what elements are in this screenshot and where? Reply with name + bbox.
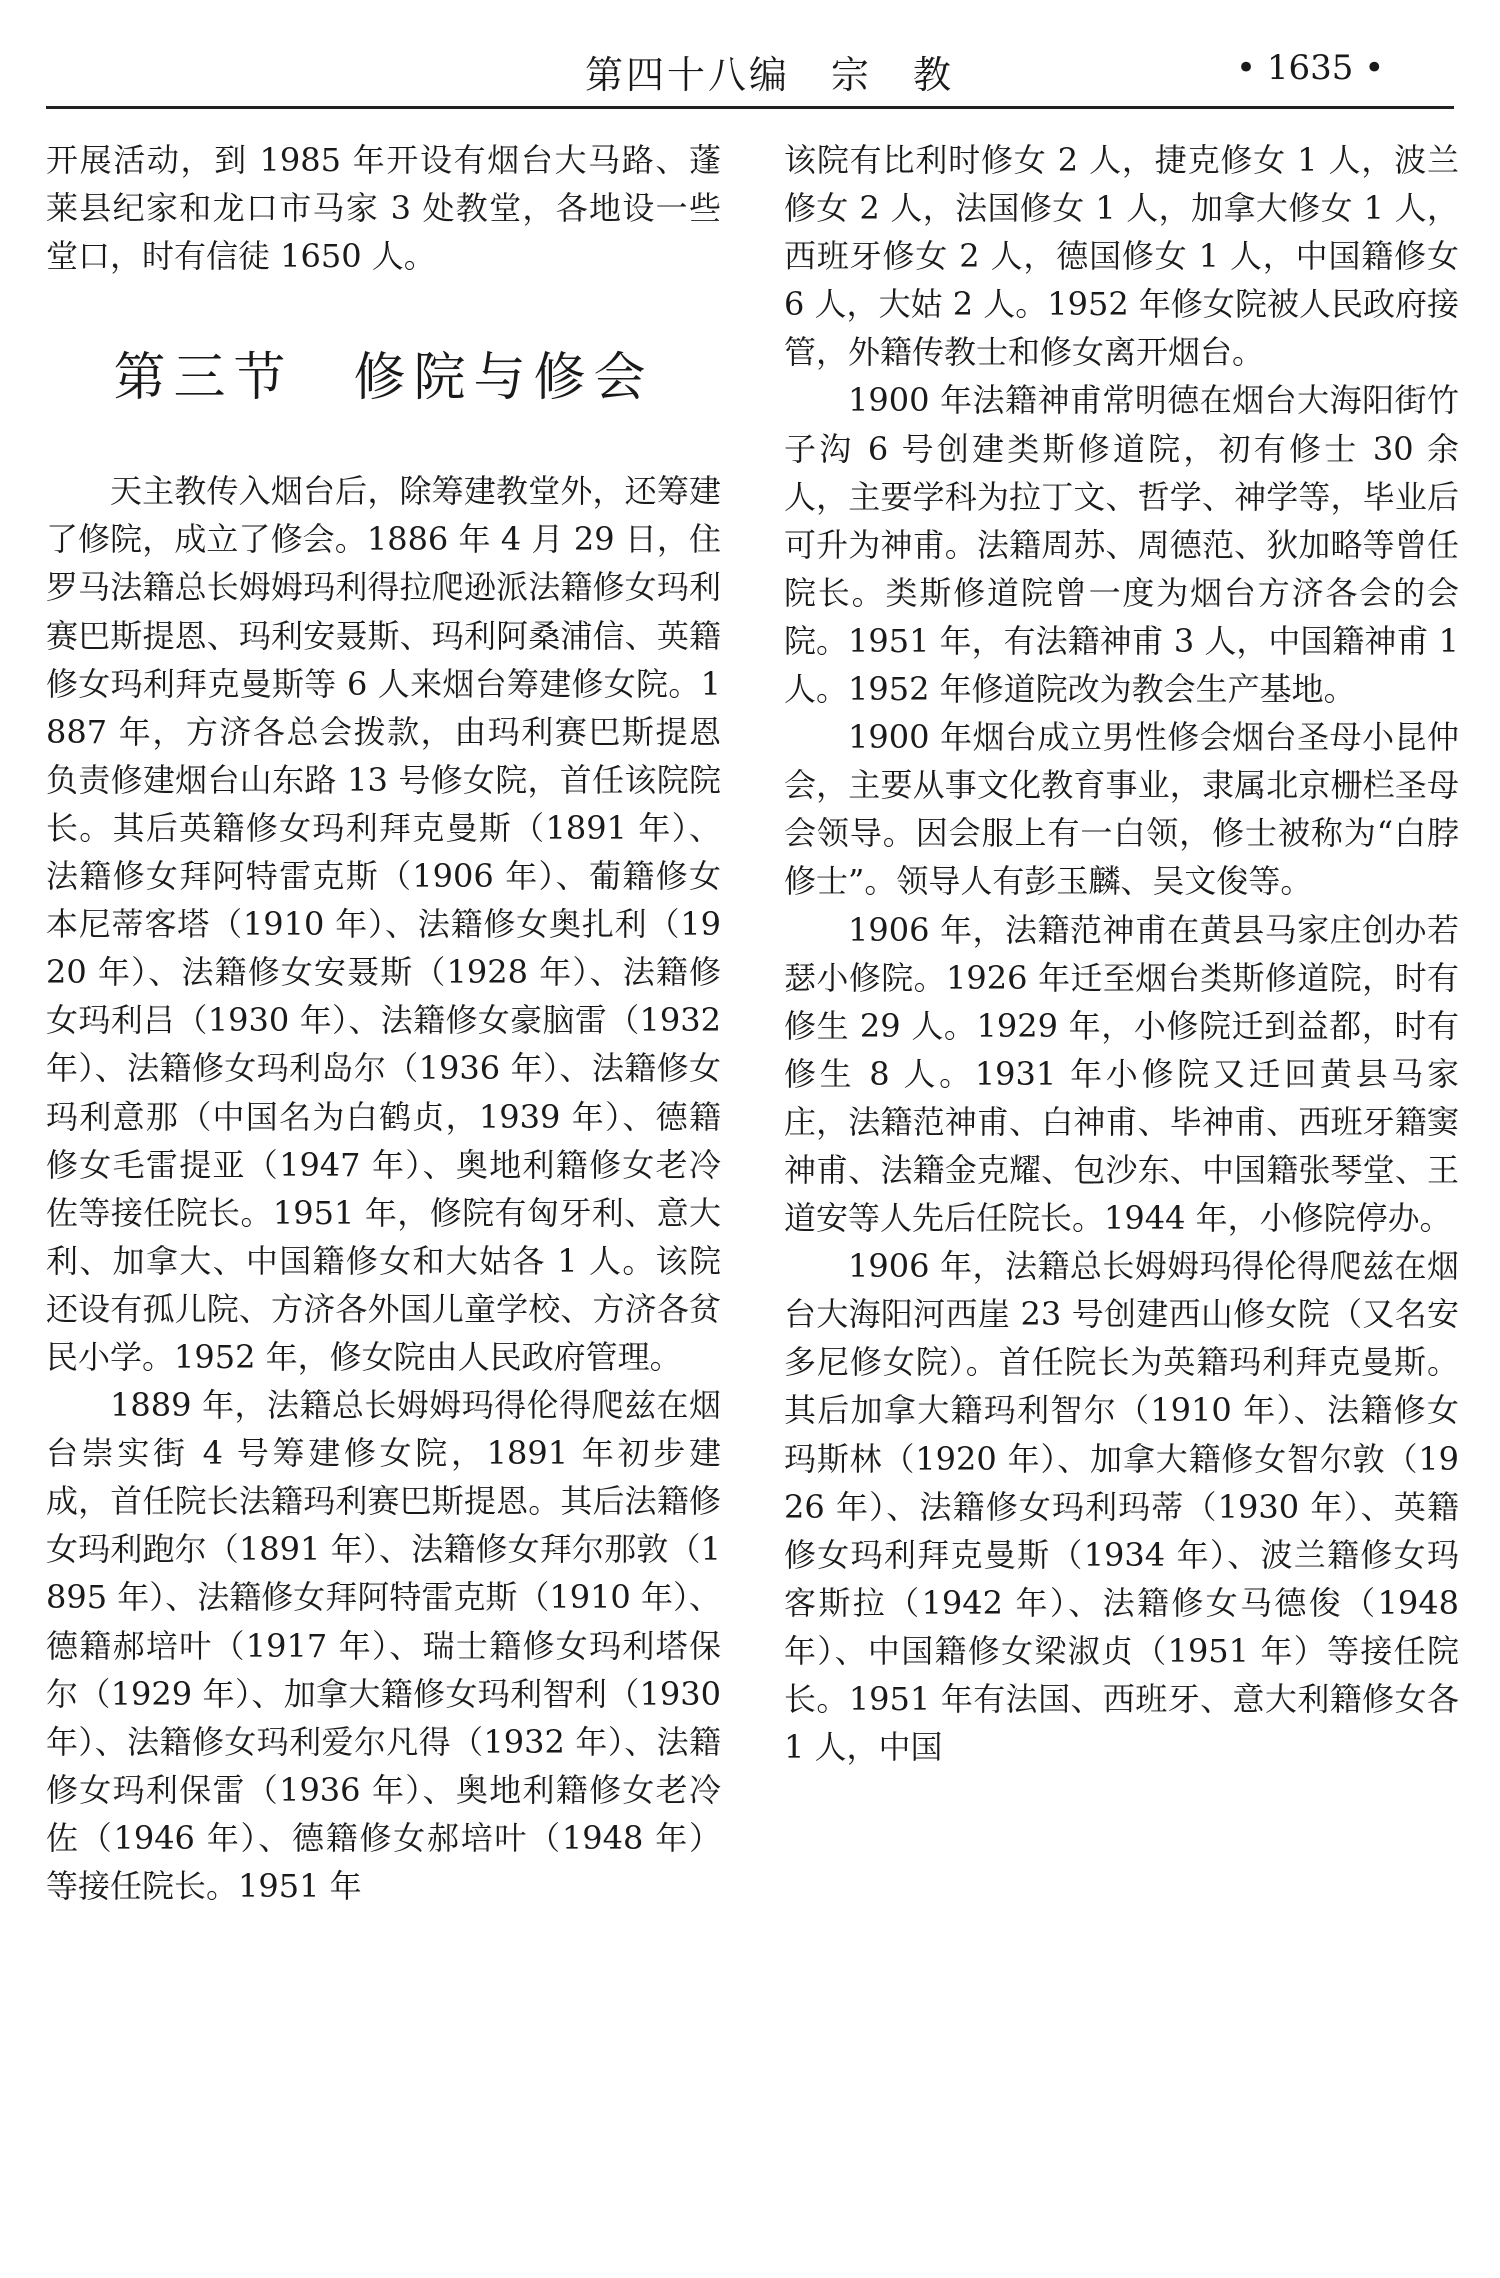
paragraph: 1900 年烟台成立男性修会烟台圣母小昆仲会，主要从事文化教育事业，隶属北京栅栏圣母会领导。因会服上有一白领，修士被称为“白脖修士”。领导人有彭玉麟、吴文俊等。 bbox=[784, 718, 1459, 901]
page-number: • 1635 • bbox=[1236, 48, 1385, 88]
header-divider bbox=[46, 106, 1454, 109]
paragraph: 1906 年，法籍总长姆姆玛得伦得爬兹在烟台大海阳河西崖 23 号创建西山修女院（又名安多尼修女院）。首任院长为英籍玛利拜克曼斯。其后加拿大籍玛利智尔（1910 年）、法籍修女玛斯林（1920 年）、加拿大籍修女智尔敦（1926 年）、法籍修女玛利玛蒂（1930 年）、英籍修女玛利拜克曼斯（1934 年）、波兰籍修女玛客斯拉（1942 年）、法籍修女马德俊（1948 年）、中国籍修女梁淑贞（1951 年）等接任院长。1951 年有法国、西班牙、意大利籍修女各 1 人，中国 bbox=[784, 1247, 1459, 1767]
paragraph: 1900 年法籍神甫常明德在烟台大海阳街竹子沟 6 号创建类斯修道院，初有修士 30 余人，主要学科为拉丁文、哲学、神学等，毕业后可升为神甫。法籍周苏、周德范、狄加略等曾任院长。类斯修道院曾一度为烟台方济各会的会院。1951 年，有法籍神甫 3 人，中国籍神甫 1 人。1952 年修道院改为教会生产基地。 bbox=[784, 381, 1459, 709]
paragraph: 1906 年，法籍范神甫在黄县马家庄创办若瑟小修院。1926 年迁至烟台类斯修道院，时有修生 29 人。1929 年，小修院迁到益都，时有修生 8 人。1931 年小修院又迁回黄县马家庄，法籍范神甫、白神甫、毕神甫、西班牙籍窦神甫、法籍金克耀、包沙东、中国籍张琴堂、王道安等人先后任院长。1944 年，小修院停办。 bbox=[784, 910, 1459, 1238]
section-heading: 第三节 修院与修会 bbox=[113, 347, 654, 408]
paragraph: 天主教传入烟台后，除筹建教堂外，还筹建了修院，成立了修会。1886 年 4 月 29 日，住罗马法籍总长姆姆玛利得拉爬逊派法籍修女玛利赛巴斯提恩、玛利安聂斯、玛利阿桑浦信、英籍修女玛利拜克曼斯等 6 人来烟台筹建修女院。1887 年，方济各总会拨款，由玛利赛巴斯提恩负责修建烟台山东路 13 号修女院，首任该院院长。其后英籍修女玛利拜克曼斯（1891 年）、法籍修女拜阿特雷克斯（1906 年）、葡籍修女本尼蒂客塔（1910 年）、法籍修女奥扎利（1920 年）、法籍修女安聂斯（1928 年）、法籍修女玛利吕（1930 年）、法籍修女豪脑雷（1932 年）、法籍修女玛利岛尔（1936 年）、法籍修女玛利意那（中国名为白鹤贞，1939 年）、德籍修女毛雷提亚（1947 年）、奥地利籍修女老冷佐等接任院长。1951 年，修院有匈牙利、意大利、加拿大、中国籍修女和大姑各 1 人。该院还设有孤儿院、方济各外国儿童学校、方济各贫民小学。1952 年，修女院由人民政府管理。 bbox=[46, 472, 721, 1376]
left-column bbox=[46, 136, 721, 2256]
header-title: 第四十八编 宗 教 bbox=[585, 53, 955, 97]
paragraph: 1889 年，法籍总长姆姆玛得伦得爬兹在烟台崇实街 4 号筹建修女院，1891 年初步建成，首任院长法籍玛利赛巴斯提恩。其后法籍修女玛利跑尔（1891 年）、法籍修女拜尔那敦（1895 年）、法籍修女拜阿特雷克斯（1910 年）、德籍郝培叶（1917 年）、瑞士籍修女玛利塔保尔（1929 年）、加拿大籍修女玛利智利（1930 年）、法籍修女玛利爱尔凡得（1932 年）、法籍修女玛利保雷（1936 年）、奥地利籍修女老冷佐（1946 年）、德籍修女郝培叶（1948 年）等接任院长。1951 年 bbox=[46, 1386, 721, 1905]
paragraph-continuation: 开展活动，到 1985 年开设有烟台大马路、蓬莱县纪家和龙口市马家 3 处教堂，各地设一些堂口，时有信徒 1650 人。 bbox=[46, 141, 721, 276]
right-column bbox=[784, 136, 1459, 2256]
paragraph-continuation: 该院有比利时修女 2 人，捷克修女 1 人，波兰修女 2 人，法国修女 1 人，加拿大修女 1 人，西班牙修女 2 人，德国修女 1 人，中国籍修女 6 人，大姑 2 人。1952 年修女院被人民政府接管，外籍传教士和修女离开烟台。 bbox=[784, 141, 1459, 372]
